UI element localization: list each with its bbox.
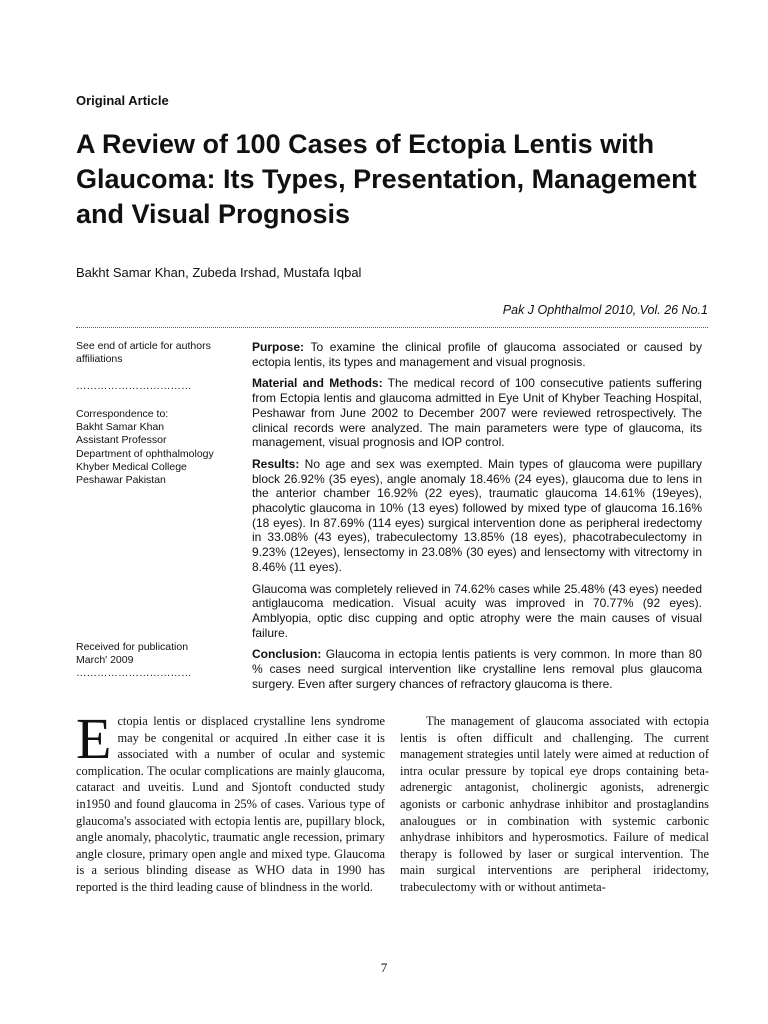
- received-line: Received for publication: [76, 641, 189, 653]
- abstract-heading: Results:: [252, 456, 300, 471]
- abstract-results: [252, 457, 702, 575]
- abstract-heading: Material and Methods:: [252, 376, 383, 391]
- body-column-right: [400, 713, 709, 896]
- affiliations-note: See end of article for authors affiliations: [76, 340, 211, 366]
- correspondence-block: [76, 408, 236, 487]
- page-number: 7: [380, 960, 388, 975]
- author-list: Bakht Samar Khan, Zubeda Irshad, Mustafa Iqbal: [76, 265, 362, 280]
- journal-citation: Pak J Ophthalmol 2010, Vol. 26 No.1: [502, 303, 708, 317]
- correspondence-line: Assistant Professor: [76, 434, 167, 447]
- section-label: Original Article: [76, 93, 169, 108]
- abstract-text: Glaucoma in ectopia lentis patients is very common. In more than 80 % cases need surgical intervention like crystalline lens removal plus glaucoma surgery. Even after surgery chances of refractory glaucoma is there.: [252, 647, 702, 691]
- abstract-heading: Conclusion:: [252, 647, 322, 662]
- body-text: ctopia lentis or displaced crystalline lens syndrome may be congenital or acquired .In either case it is associated with a number of ocular and systemic complication. The ocular complications are mainly glaucoma, cataract and uveitis. Lund and Sjontoft conducted study in1950 and found glaucoma in 25% of cases. Various type of glaucoma's associated with ectopia lentis are, pupillary block, angle anomaly, phacolytic, traumatic angle recession, primary angle closure, primary open angle and mixed type. Glaucoma is a serious blinding disease as WHO data in 1990 has reported is the third leading cause of blindness in the world.: [76, 714, 385, 894]
- drop-cap: E: [76, 706, 112, 771]
- abstract-text: No age and sex was exempted. Main types of glaucoma were pupillary block 26.92% (35 eyes), angle anomaly 18.46% (24 eyes), glaucoma due to lens in the anterior chamber 16.92% (22 eyes), traumatic glaucoma 14.61% (19eyes), phacolytic glaucoma in 10% (13 eyes) followed by mixed type of glaucoma 16.16% (18 eyes). In 87.69% (114 eyes) surgical intervention done as peripheral iredectomy in 33.08% (43 eyes), trabeculectomy 13.85% (18 eyes), phacotrabeculectomy in 9.23% (12eyes), lensectomy in 23.08% (30 eyes) and lensectomy with vitrectomy in 8.46% (11 eyes).: [252, 456, 702, 574]
- body-paragraph: [76, 706, 385, 896]
- header-divider: [76, 327, 708, 328]
- abstract-text: The medical record of 100 consecutive patients suffering from Ectopia lentis and glaucoma admitted in Eye Unit of Khyber Teaching Hospital, Peshawar from June 2002 to December 2007 were reviewed retrospectively. The clinical records were analyzed. The main parameters were type of glaucoma, its management, visual prognosis and IOP control.: [252, 376, 702, 450]
- abstract-methods: [252, 376, 702, 450]
- abstract-conclusion: [252, 647, 702, 691]
- abstract-text: To examine the clinical profile of glaucoma associated or caused by ectopia lentis, its types and management and visual prognosis.: [252, 340, 702, 369]
- sidebar-separator: ……………………………: [76, 667, 192, 680]
- correspondence-line: Khyber Medical College: [76, 460, 187, 473]
- correspondence-line: Peshawar Pakistan: [76, 474, 166, 487]
- sidebar-separator: ……………………………: [76, 380, 192, 392]
- correspondence-line: Correspondence to:: [76, 408, 169, 420]
- correspondence-line: Department of ophthalmology: [76, 447, 214, 460]
- abstract: [252, 340, 702, 698]
- abstract-results-continued: Glaucoma was completely relieved in 74.62% cases while 25.48% (43 eyes) needed antiglaucoma medication. Visual acuity was improved in 70.77% (92 eyes). Amblyopia, optic disc cupping and optic atrophy were the main causes of visual failure.: [252, 581, 702, 640]
- body-column-left: [76, 706, 385, 896]
- received-line: March' 2009: [76, 654, 134, 667]
- abstract-purpose: [252, 340, 702, 369]
- body-paragraph: The management of glaucoma associated with ectopia lentis is often difficult and challenging. The current management strategies until lately were aimed at reduction of intra ocular pressure by topical eye drops containing beta-adrenergic antagonist, cholinergic agonists, adrenergic agonists or carbonic anhydrase inhibitor and prostaglandins analougues or in combination with systemic carbonic anhydrase inhibitors and hyperosmotics. Failure of medical therapy is followed by laser or surgical intervention. The main surgical interventions are peripheral iridectomy, trabeculectomy with or without antimeta-: [400, 714, 709, 894]
- article-title: A Review of 100 Cases of Ectopia Lentis with Glaucoma: Its Types, Presentation, Management and Visual Prognosis: [76, 129, 697, 229]
- correspondence-line: Bakht Samar Khan: [76, 421, 165, 434]
- received-block: [76, 641, 236, 681]
- abstract-heading: Purpose:: [252, 340, 305, 354]
